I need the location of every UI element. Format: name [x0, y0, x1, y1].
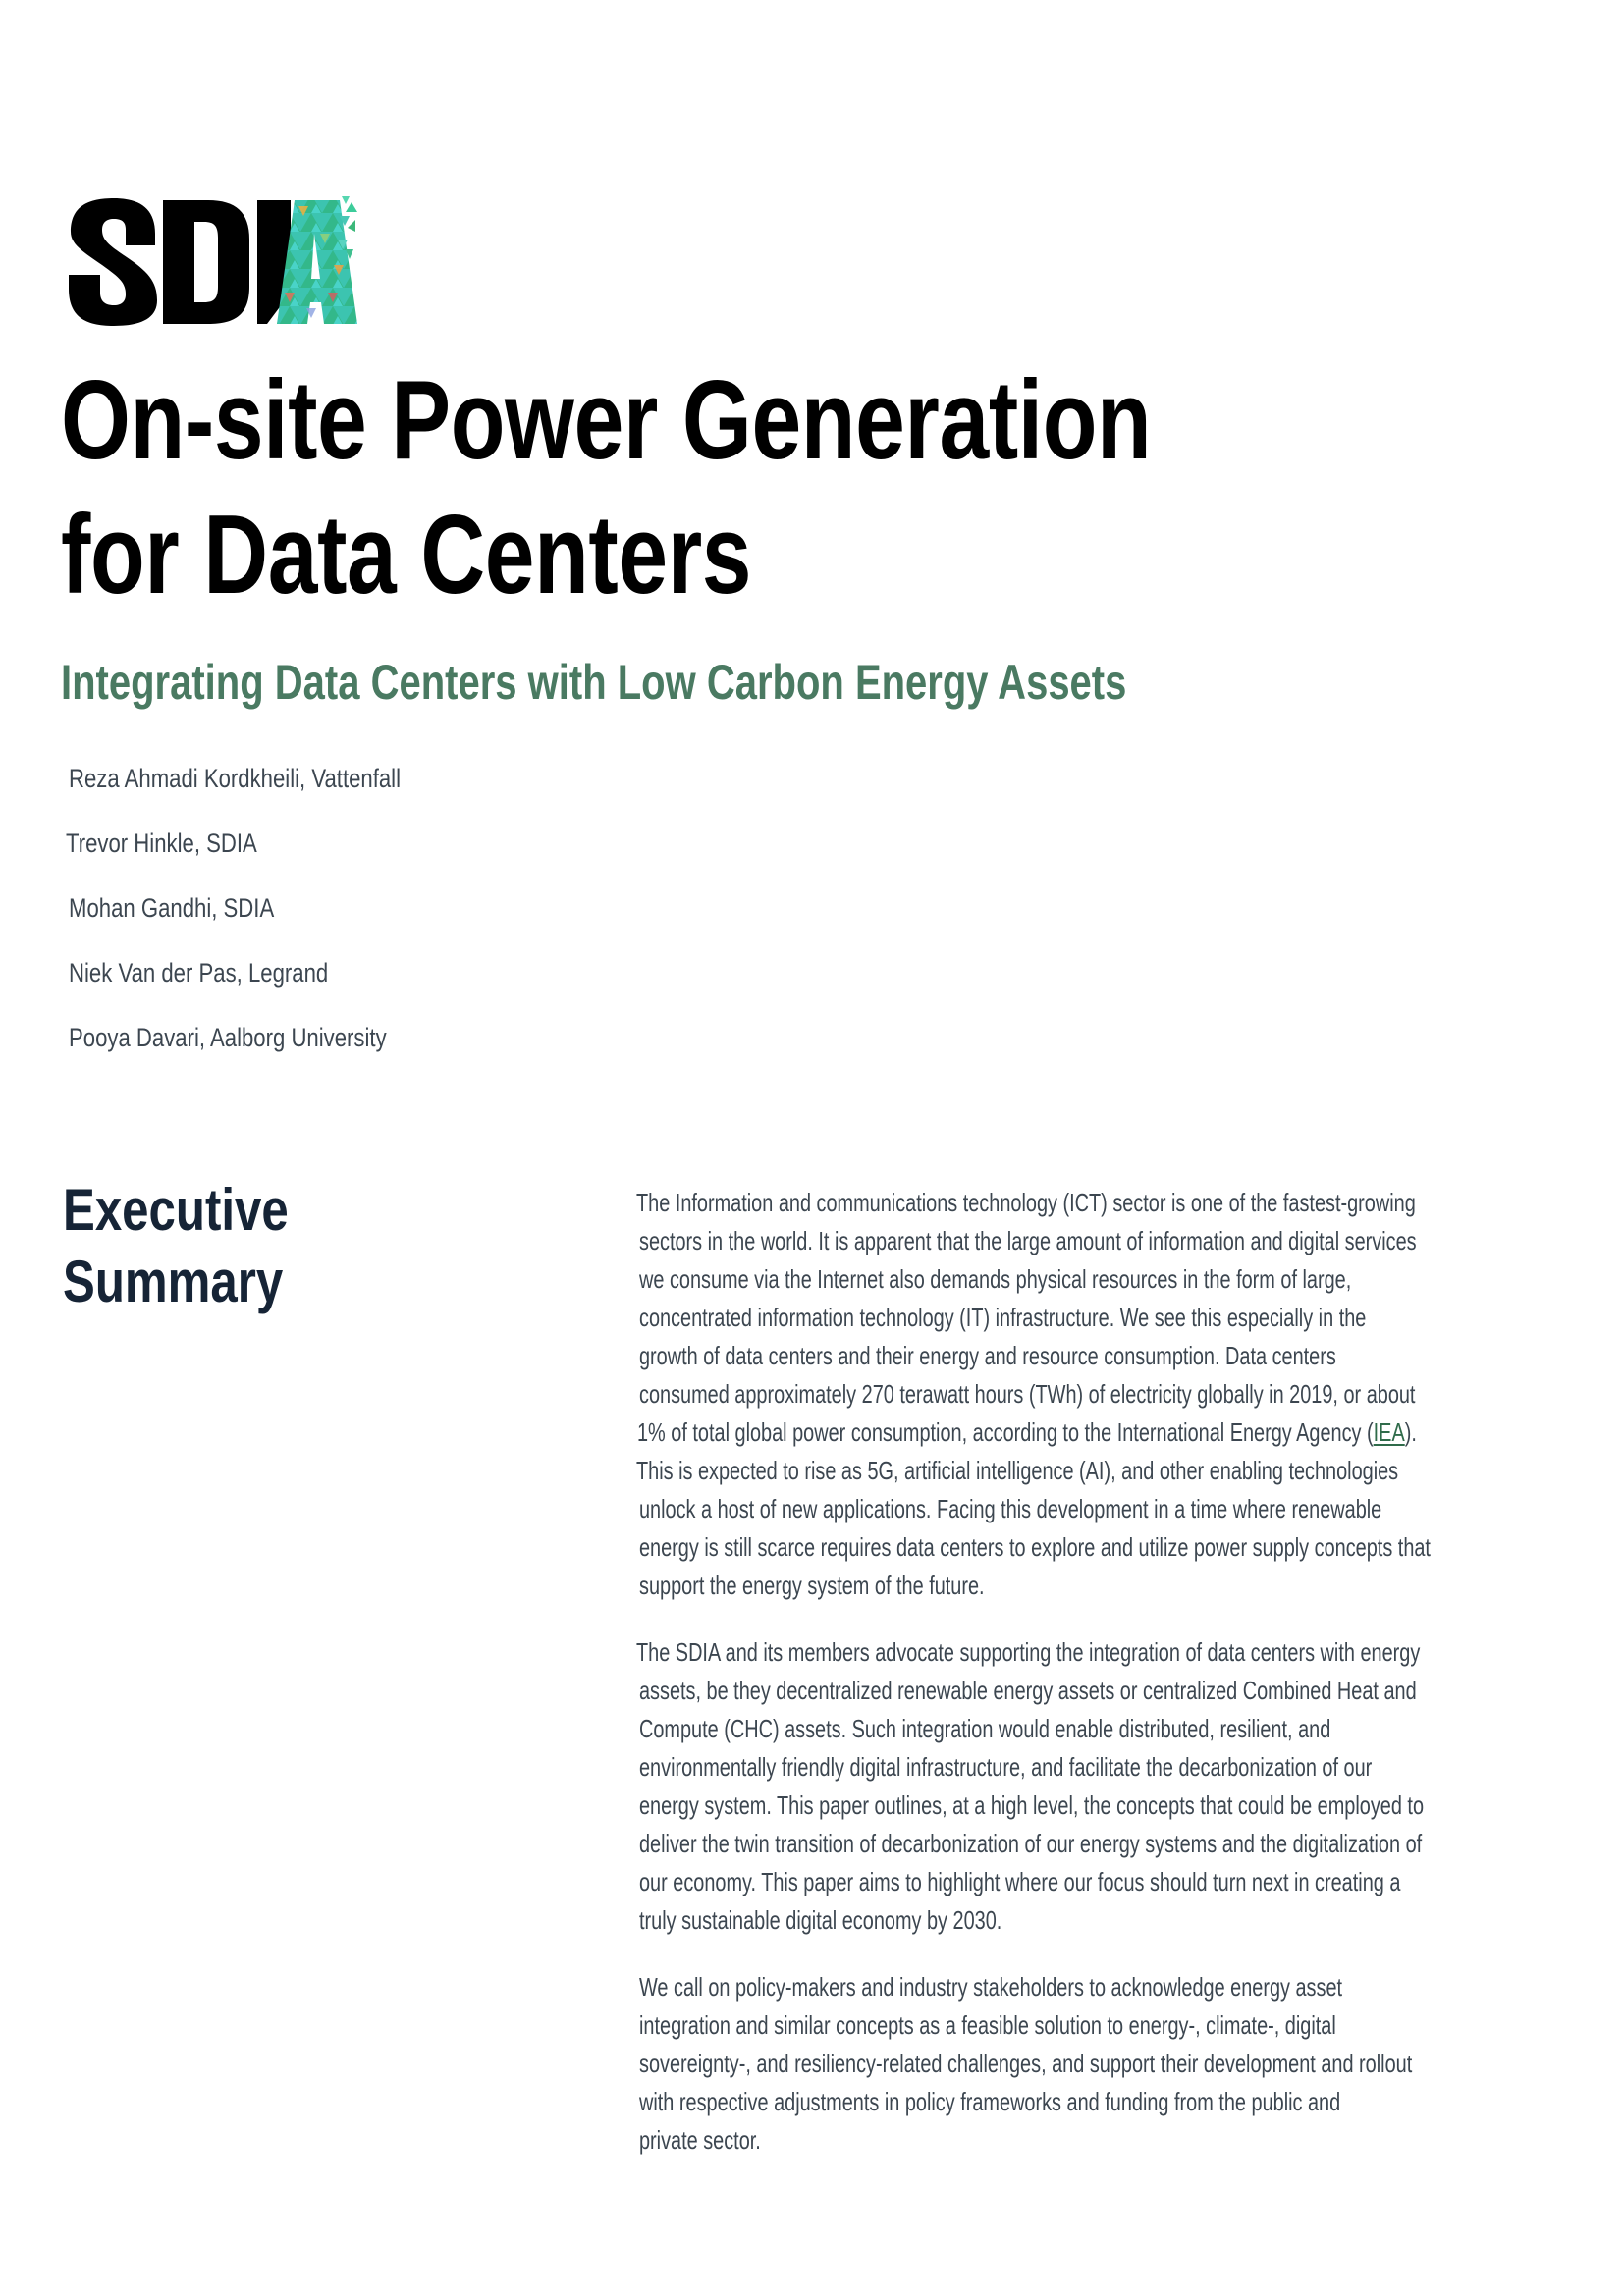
sdia-logo	[63, 194, 357, 326]
author-name: Niek Van der Pas, Legrand	[69, 958, 329, 988]
document-title-line-2	[61, 493, 924, 617]
text-line: we consume via the Internet also demands physical resources in the form of large,	[639, 1264, 1352, 1294]
author-item	[69, 958, 385, 988]
text-line: deliver the twin transition of decarbonization of our energy systems and the digitalization of	[639, 1829, 1423, 1858]
author-name: Trevor Hinkle, SDIA	[66, 828, 257, 858]
text-line: consumed approximately 270 terawatt hours (TWh) of electricity globally in 2019, or about	[639, 1379, 1416, 1409]
text-line: growth of data centers and their energy and resource consumption. Data centers	[639, 1341, 1336, 1370]
text-line: This is expected to rise as 5G, artificial intelligence (AI), and other enabling technologies	[636, 1456, 1399, 1485]
author-item	[69, 893, 319, 923]
document-subtitle	[61, 655, 1393, 710]
text-line: environmentally friendly digital infrastructure, and facilitate the decarbonization of our	[639, 1752, 1373, 1782]
executive-summary-body	[636, 1184, 1582, 2160]
document-title-text-1: On-site Power Generation	[61, 358, 1152, 483]
sdia-logo-icon	[63, 194, 357, 326]
section-heading-line-1: Executive	[63, 1177, 289, 1243]
text-line: energy system. This paper outlines, at a high level, the concepts that could be employed to	[639, 1790, 1425, 1820]
text-line: We call on policy-makers and industry stakeholders to acknowledge energy asset	[639, 1972, 1343, 2002]
text-line: concentrated information technology (IT) infrastructure. We see this especially in the	[639, 1303, 1367, 1332]
text-line: our economy. This paper aims to highlight where our focus should turn next in creating a	[639, 1867, 1401, 1896]
author-item	[69, 764, 473, 793]
text-line: unlock a host of new applications. Facing this development in a time where renewable	[639, 1494, 1382, 1523]
text-line: support the energy system of the future.	[639, 1571, 985, 1600]
author-name: Mohan Gandhi, SDIA	[69, 893, 275, 923]
author-name: Pooya Davari, Aalborg University	[69, 1023, 387, 1052]
text-line: assets, be they decentralized renewable energy assets or centralized Combined Heat and	[639, 1676, 1417, 1705]
author-item	[69, 1023, 457, 1052]
document-subtitle-text: Integrating Data Centers with Low Carbon Energy Assets	[61, 655, 1127, 710]
author-item	[66, 828, 299, 858]
text-line: The Information and communications technology (ICT) sector is one of the fastest-growing	[636, 1188, 1416, 1217]
paragraph-1	[636, 1184, 1582, 1605]
document-title-line-1	[61, 358, 1424, 483]
section-heading-line-2: Summary	[63, 1249, 284, 1314]
text-line: truly sustainable digital economy by 2030.	[639, 1905, 1002, 1935]
text-line: sovereignty-, and resiliency-related challenges, and support their development and rollout	[639, 2049, 1413, 2078]
text-line: integration and similar concepts as a feasible solution to energy-, climate-, digital	[639, 2010, 1336, 2040]
paragraph-3	[639, 1968, 1582, 2160]
text-line: with respective adjustments in policy frameworks and funding from the public and	[639, 2087, 1341, 2116]
document-title-text-2: for Data Centers	[61, 493, 752, 617]
text-line: energy is still scarce requires data centers to explore and utilize power supply concepts that	[639, 1532, 1431, 1562]
author-name: Reza Ahmadi Kordkheili, Vattenfall	[69, 764, 402, 793]
section-heading-executive-summary	[63, 1174, 338, 1317]
text-line: sectors in the world. It is apparent that the large amount of information and digital services	[639, 1226, 1417, 1255]
text-line: The SDIA and its members advocate supporting the integration of data centers with energy	[636, 1637, 1421, 1667]
text-line: private sector.	[639, 2125, 761, 2155]
text-line: 1% of total global power consumption, according to the International Energy Agency (IEA).	[637, 1417, 1417, 1447]
iea-link[interactable]: IEA	[1373, 1417, 1405, 1447]
paragraph-2	[636, 1633, 1582, 1940]
text-line: Compute (CHC) assets. Such integration would enable distributed, resilient, and	[639, 1714, 1331, 1743]
